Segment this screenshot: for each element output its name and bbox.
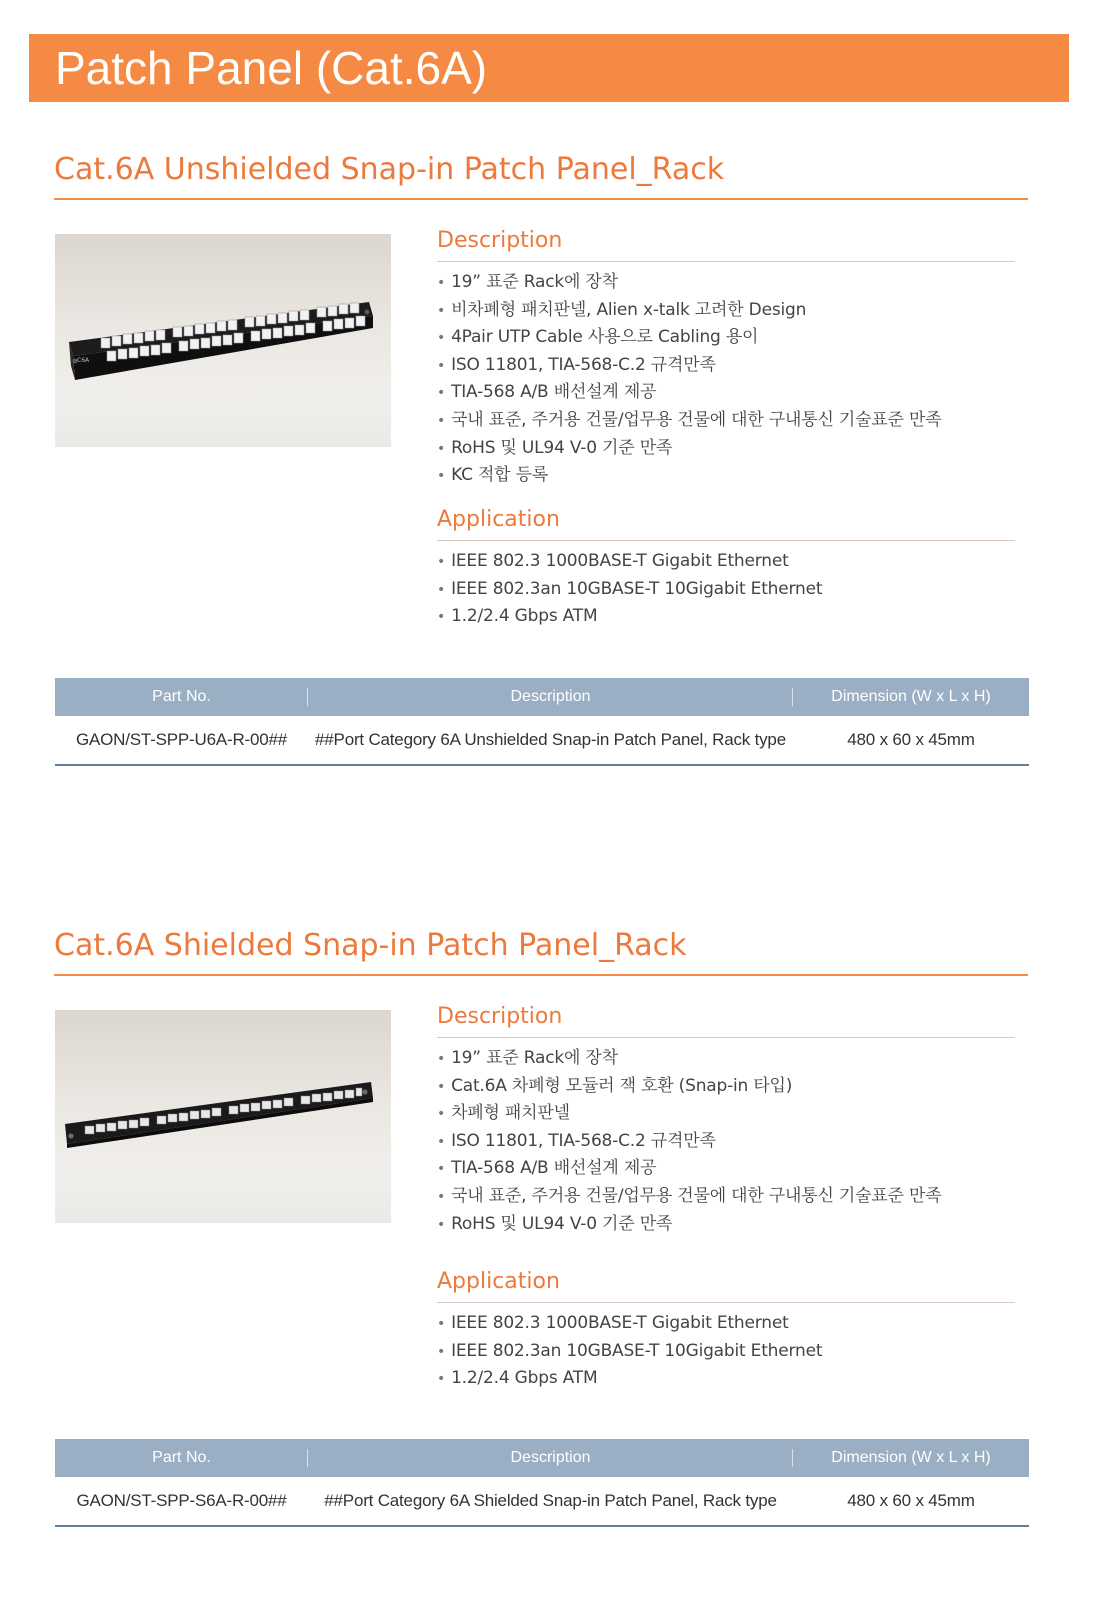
description-item: • TIA-568 A/B 배선설계 제공 [437, 1155, 941, 1183]
description-heading: Description [437, 228, 563, 253]
table-header-row [55, 1439, 1029, 1477]
section-divider [54, 198, 1028, 200]
description-item: • 국내 표준, 주거용 건물/업무용 건물에 대한 구내통신 기술표준 만족 [437, 1183, 941, 1211]
header-dimension: Dimension (W x L x H) [793, 1439, 1029, 1477]
cell-dimension: 480 x 60 x 45mm [793, 716, 1029, 765]
cell-part-no: GAON/ST-SPP-U6A-R-00## [55, 716, 308, 765]
description-item: • 국내 표준, 주거용 건물/업무용 건물에 대한 구내통신 기술표준 만족 [437, 407, 941, 435]
description-list [437, 269, 941, 490]
application-item: • IEEE 802.3 1000BASE-T Gigabit Ethernet [437, 1310, 822, 1338]
description-item: • 19” 표준 Rack에 장착 [437, 269, 941, 297]
application-item: • 1.2/2.4 Gbps ATM [437, 1365, 822, 1393]
description-item: • RoHS 및 UL94 V-0 기준 만족 [437, 435, 941, 463]
header-part-no: Part No. [55, 1439, 308, 1477]
description-item: • 4Pair UTP Cable 사용으로 Cabling 용이 [437, 324, 941, 352]
product-title: Cat.6A Shielded Snap-in Patch Panel_Rack [54, 928, 687, 963]
description-item: • 19” 표준 Rack에 장착 [437, 1045, 941, 1073]
page-banner [29, 34, 1069, 102]
cell-part-no: GAON/ST-SPP-S6A-R-00## [55, 1477, 308, 1526]
description-item: • TIA-568 A/B 배선설계 제공 [437, 379, 941, 407]
description-divider [437, 1037, 1015, 1038]
application-item: • IEEE 802.3 1000BASE-T Gigabit Ethernet [437, 548, 822, 576]
spec-table [55, 678, 1029, 766]
header-description: Description [308, 678, 793, 716]
description-divider [437, 261, 1015, 262]
table-row [55, 1477, 1029, 1526]
description-item: • ISO 11801, TIA-568-C.2 규격만족 [437, 1128, 941, 1156]
header-part-no: Part No. [55, 678, 308, 716]
header-description: Description [308, 1439, 793, 1477]
description-item: • 비차폐형 패치판넬, Alien x-talk 고려한 Design [437, 297, 941, 325]
cell-description: ##Port Category 6A Unshielded Snap-in Patch Panel, Rack type [308, 716, 793, 765]
product-title: Cat.6A Unshielded Snap-in Patch Panel_Rack [54, 152, 725, 187]
description-item: • KC 적합 등록 [437, 462, 941, 490]
application-item: • IEEE 802.3an 10GBASE-T 10Gigabit Ethernet [437, 1338, 822, 1366]
table-header-row [55, 678, 1029, 716]
application-list [437, 548, 822, 631]
page-title: Patch Panel (Cat.6A) [55, 42, 488, 94]
panel-label: C6A [77, 357, 90, 364]
table-row [55, 716, 1029, 765]
cell-dimension: 480 x 60 x 45mm [793, 1477, 1029, 1526]
application-divider [437, 1302, 1015, 1303]
section-divider [54, 974, 1028, 976]
application-heading: Application [437, 507, 560, 532]
application-divider [437, 540, 1015, 541]
patch-panel-illustration [55, 1010, 391, 1223]
spec-table [55, 1439, 1029, 1527]
application-list [437, 1310, 822, 1393]
description-item: • RoHS 및 UL94 V-0 기준 만족 [437, 1211, 941, 1239]
application-item: • 1.2/2.4 Gbps ATM [437, 603, 822, 631]
application-item: • IEEE 802.3an 10GBASE-T 10Gigabit Ethernet [437, 576, 822, 604]
application-heading: Application [437, 1269, 560, 1294]
description-heading: Description [437, 1004, 563, 1029]
product-photo-unshielded [55, 234, 391, 447]
description-item: • 차폐형 패치판넬 [437, 1100, 941, 1128]
header-dimension: Dimension (W x L x H) [793, 678, 1029, 716]
description-item: • Cat.6A 차폐형 모듈러 잭 호환 (Snap-in 타입) [437, 1073, 941, 1101]
product-photo-shielded [55, 1010, 391, 1223]
patch-panel-illustration [55, 234, 391, 447]
cell-description: ##Port Category 6A Shielded Snap-in Patch Panel, Rack type [308, 1477, 793, 1526]
description-list [437, 1045, 941, 1238]
description-item: • ISO 11801, TIA-568-C.2 규격만족 [437, 352, 941, 380]
